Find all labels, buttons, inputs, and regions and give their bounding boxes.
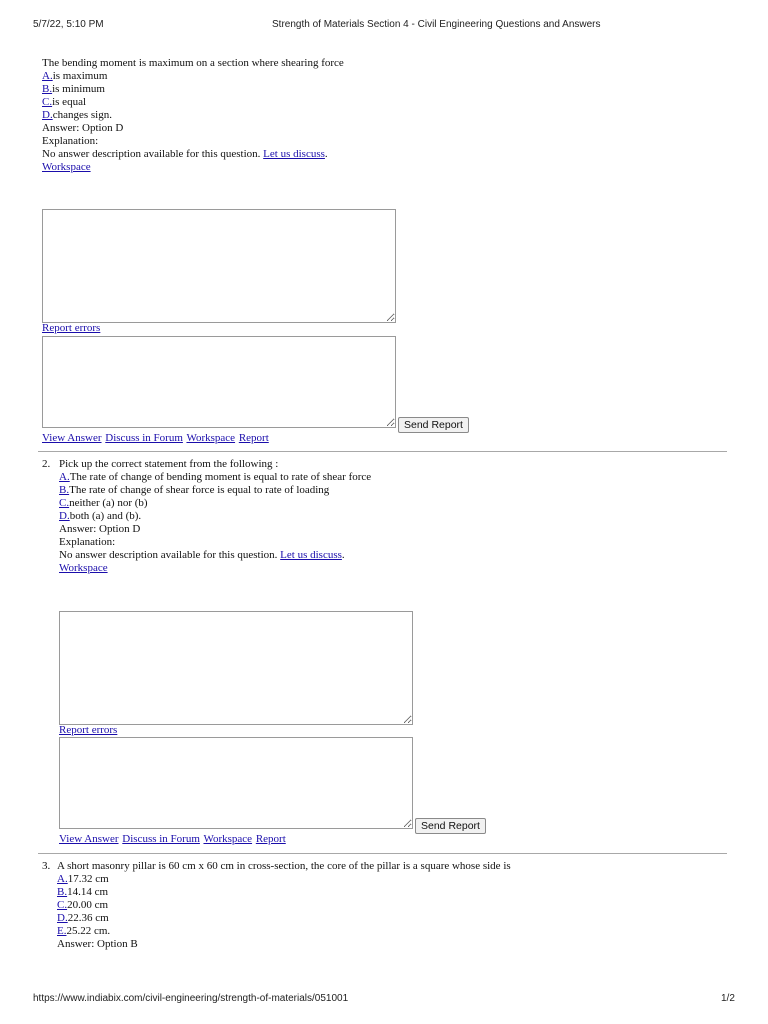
option-letter-link[interactable]: B. (57, 886, 68, 898)
question-2 (59, 458, 371, 575)
option-text: 17.32 cm (67, 873, 109, 885)
option-d (59, 510, 371, 523)
option-e (57, 925, 511, 938)
discuss-forum-link[interactable]: Discuss in Forum (122, 833, 200, 845)
discuss-link[interactable]: Let us discuss (263, 148, 325, 160)
question-3 (57, 860, 511, 951)
view-answer-link[interactable]: View Answer (42, 432, 102, 444)
option-text: 25.22 cm. (66, 925, 111, 937)
question-1 (42, 57, 344, 174)
option-a (42, 70, 344, 83)
divider (38, 451, 727, 452)
option-c (59, 497, 371, 510)
report-errors-link[interactable]: Report errors (42, 322, 101, 334)
question-text: A short masonry pillar is 60 cm x 60 cm in cross-section, the core of the pillar is a square whose side is (57, 860, 511, 872)
no-description-text: No answer description available for this question. (59, 549, 278, 561)
option-d (57, 912, 511, 925)
send-report-button[interactable]: Send Report (398, 417, 469, 433)
option-b (57, 886, 511, 899)
question-text: The bending moment is maximum on a section where shearing force (42, 57, 344, 69)
print-datetime: 5/7/22, 5:10 PM (33, 19, 104, 30)
option-text: is maximum (52, 70, 108, 82)
option-c (57, 899, 511, 912)
divider (38, 853, 727, 854)
print-page-number: 1/2 (721, 993, 735, 1004)
period: . (341, 549, 345, 561)
workspace-textarea[interactable] (59, 611, 413, 725)
report-textarea[interactable] (59, 737, 413, 829)
view-answer-link[interactable]: View Answer (59, 833, 119, 845)
period: . (324, 148, 328, 160)
option-text: 14.14 cm (67, 886, 109, 898)
workspace-action-link[interactable]: Workspace (186, 432, 236, 444)
workspace-link[interactable]: Workspace (59, 562, 108, 574)
question-text: Pick up the correct statement from the following : (59, 458, 279, 470)
no-description-text: No answer description available for this question. (42, 148, 261, 160)
option-text: 22.36 cm (67, 912, 109, 924)
action-links (59, 833, 287, 846)
option-letter-link[interactable]: D. (59, 510, 70, 522)
option-b (42, 83, 344, 96)
report-link[interactable]: Report (238, 432, 269, 444)
option-a (57, 873, 511, 886)
option-d (42, 109, 344, 122)
option-a (59, 471, 371, 484)
option-letter-link[interactable]: A. (42, 70, 53, 82)
report-link[interactable]: Report (255, 833, 286, 845)
option-letter-link[interactable]: C. (59, 497, 70, 509)
option-letter-link[interactable]: B. (42, 83, 53, 95)
option-text: is minimum (52, 83, 105, 95)
print-url: https://www.indiabix.com/civil-engineering/strength-of-materials/051001 (33, 993, 349, 1004)
discuss-forum-link[interactable]: Discuss in Forum (105, 432, 183, 444)
option-letter-link[interactable]: C. (57, 899, 68, 911)
print-title: Strength of Materials Section 4 - Civil Engineering Questions and Answers (272, 19, 601, 30)
workspace-textarea[interactable] (42, 209, 396, 323)
option-text: changes sign. (52, 109, 112, 121)
discuss-link[interactable]: Let us discuss (280, 549, 342, 561)
option-c (42, 96, 344, 109)
question-number: 3. (42, 860, 51, 872)
option-letter-link[interactable]: C. (42, 96, 53, 108)
option-text: The rate of change of shear force is equal to rate of loading (69, 484, 330, 496)
explanation-text (59, 549, 371, 562)
option-text: neither (a) nor (b) (69, 497, 148, 509)
option-letter-link[interactable]: A. (57, 873, 68, 885)
send-report-button[interactable]: Send Report (415, 818, 486, 834)
option-letter-link[interactable]: D. (42, 109, 53, 121)
action-links (42, 432, 270, 445)
explanation-label: Explanation: (59, 536, 116, 548)
answer-text: Answer: Option B (57, 938, 138, 950)
option-b (59, 484, 371, 497)
option-text: 20.00 cm (67, 899, 109, 911)
option-text: both (a) and (b). (69, 510, 142, 522)
option-text: is equal (52, 96, 87, 108)
explanation-text (42, 148, 344, 161)
explanation-label: Explanation: (42, 135, 99, 147)
option-letter-link[interactable]: B. (59, 484, 70, 496)
question-number: 2. (42, 458, 51, 470)
report-errors-link[interactable]: Report errors (59, 724, 118, 736)
answer-text: Answer: Option D (59, 523, 141, 535)
workspace-action-link[interactable]: Workspace (203, 833, 253, 845)
answer-text: Answer: Option D (42, 122, 124, 134)
workspace-link[interactable]: Workspace (42, 161, 91, 173)
option-letter-link[interactable]: D. (57, 912, 68, 924)
option-letter-link[interactable]: E. (57, 925, 67, 937)
option-letter-link[interactable]: A. (59, 471, 70, 483)
option-text: The rate of change of bending moment is equal to rate of shear force (69, 471, 372, 483)
report-textarea[interactable] (42, 336, 396, 428)
